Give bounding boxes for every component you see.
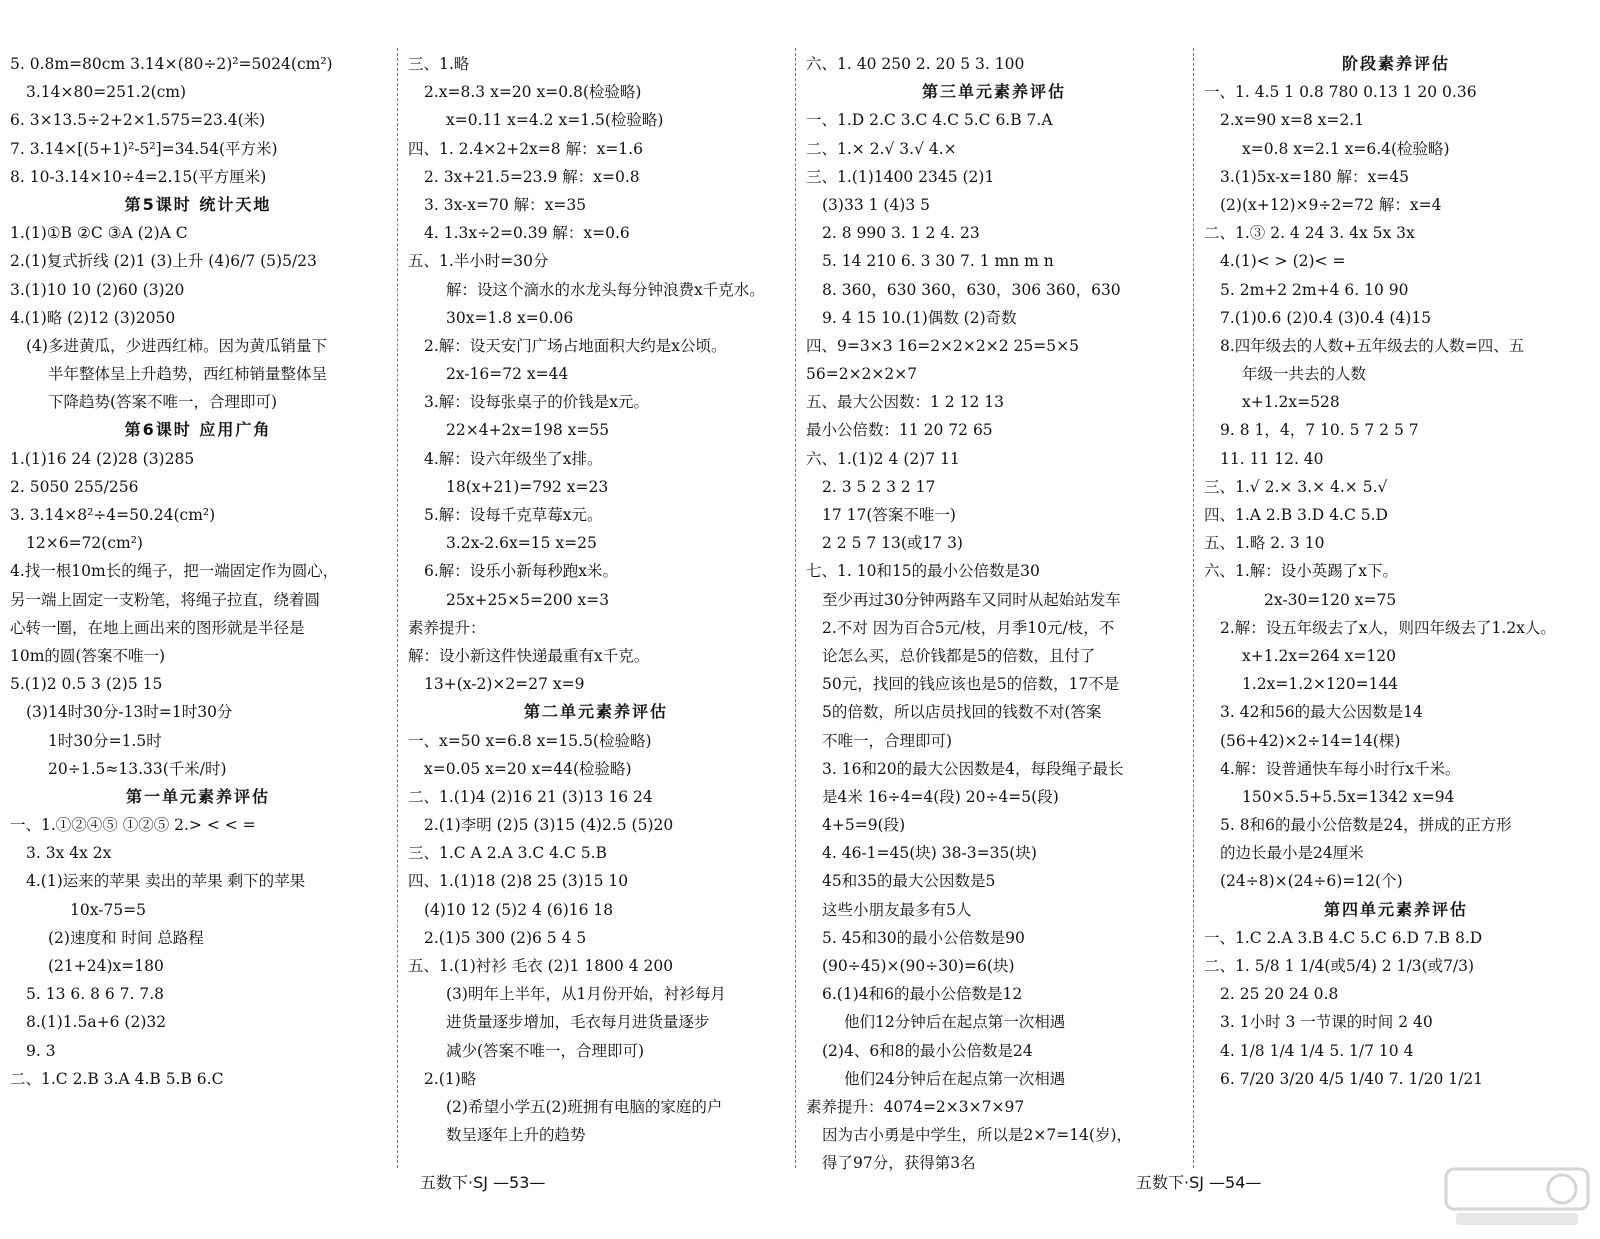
answer-line: 3. 42和56的最大公因数是14 bbox=[1220, 703, 1423, 722]
answer-line: 心转一圈，在地上画出来的图形就是半径是 bbox=[10, 618, 305, 637]
answer-line: 3.2x-2.6x=15 x=25 bbox=[446, 534, 597, 553]
answer-line: 2.(1)5 300 (2)6 5 4 5 bbox=[424, 928, 587, 947]
answer-line: 5. 13 6. 8 6 7. 7.8 bbox=[26, 985, 165, 1004]
answer-line: x+1.2x=528 bbox=[1242, 393, 1340, 412]
page-footer-right: 五数下·SJ —54— bbox=[1136, 1173, 1262, 1192]
answer-line: 三、1.(1)1400 2345 (2)1 bbox=[806, 167, 995, 186]
answer-line: 12×6=72(cm²) bbox=[26, 534, 143, 553]
answer-line: 得了97分，获得第3名 bbox=[822, 1154, 976, 1173]
answer-line: (21+24)x=180 bbox=[48, 957, 164, 975]
answer-line: 一、1.C 2.A 3.B 4.C 5.C 6.D 7.B 8.D bbox=[1204, 928, 1483, 947]
answer-line: 9. 3 bbox=[26, 1041, 56, 1060]
answer-line: 2x-16=72 x=44 bbox=[446, 365, 569, 384]
answer-line: 二、1.× 2.√ 3.√ 4.× bbox=[806, 139, 957, 158]
answer-line: 进货量逐步增加，毛衣每月进货量逐步 bbox=[446, 1013, 710, 1032]
answer-line: 五、1.半小时=30分 bbox=[408, 252, 549, 271]
answer-line: 4. 46-1=45(块) 38-3=35(块) bbox=[822, 844, 1037, 863]
answer-line: 2.不对 因为百合5元/枝，月季10元/枝，不 bbox=[822, 618, 1115, 637]
answer-line: x+1.2x=264 x=120 bbox=[1242, 646, 1396, 665]
answer-line: 2.解：设五年级去了x人，则四年级去了1.2x人。 bbox=[1220, 618, 1556, 637]
answer-line: 七、1. 10和15的最小公倍数是30 bbox=[806, 562, 1040, 581]
answer-line: 25x+25×5=200 x=3 bbox=[446, 590, 610, 609]
answer-line: 3. 3x-x=70 解：x=35 bbox=[424, 195, 587, 214]
answer-line: 3. 3.14×8²÷4=50.24(cm²) bbox=[10, 506, 216, 524]
answer-line: 8. 10-3.14×10÷4=2.15(平方厘米) bbox=[10, 167, 267, 186]
answer-line: 解：设这个滴水的水龙头每分钟浪费x千克水。 bbox=[446, 280, 765, 299]
answer-line: 5的倍数，所以店员找回的钱数不对(答案 bbox=[822, 703, 1102, 722]
answer-line: 13+(x-2)×2=27 x=9 bbox=[424, 675, 585, 694]
answer-line: 45和35的最大公因数是5 bbox=[822, 872, 996, 891]
answer-line: 一、1.D 2.C 3.C 4.C 5.C 6.B 7.A bbox=[806, 111, 1053, 130]
answer-line: 4. 1/8 1/4 1/4 5. 1/7 10 4 bbox=[1220, 1041, 1414, 1060]
answer-line: 三、1.√ 2.× 3.× 4.× 5.√ bbox=[1204, 477, 1388, 496]
answer-line: 3.(1)10 10 (2)60 (3)20 bbox=[10, 280, 185, 299]
answer-line: 四、1.(1)18 (2)8 25 (3)15 10 bbox=[408, 872, 629, 891]
answer-line: (2)(x+12)×9÷2=72 解：x=4 bbox=[1220, 195, 1442, 214]
answer-line: 2.x=90 x=8 x=2.1 bbox=[1220, 111, 1365, 130]
answer-line: 半年整体呈上升趋势，西红柿销量整体呈 bbox=[48, 365, 328, 384]
answer-line: 2. 3x+21.5=23.9 解：x=0.8 bbox=[424, 167, 640, 186]
section-title: 第6课时 应用广角 bbox=[124, 420, 272, 440]
answer-line: 解：设小新这件快递最重有x千克。 bbox=[408, 646, 650, 665]
answer-line: 二、1. 5/8 1 1/4(或5/4) 2 1/3(或7/3) bbox=[1204, 957, 1475, 975]
answer-line: 五、1.(1)衬衫 毛衣 (2)1 1800 4 200 bbox=[408, 957, 674, 975]
answer-line: 2.(1)略 bbox=[424, 1069, 477, 1088]
page-column-2 bbox=[402, 50, 790, 1165]
answer-line: 1.2x=1.2×120=144 bbox=[1242, 675, 1399, 694]
page-column-4 bbox=[1198, 50, 1594, 1165]
answer-line: 2. 25 20 24 0.8 bbox=[1220, 985, 1339, 1004]
answer-line: 4.找一根10m长的绳子，把一端固定作为圆心， bbox=[10, 562, 339, 581]
answer-line: 8.四年级去的人数+五年级去的人数=四、五 bbox=[1220, 336, 1525, 355]
answer-line: 六、1.(1)2 4 (2)7 11 bbox=[806, 449, 960, 468]
answer-line: 一、1. 4.5 1 0.8 780 0.13 1 20 0.36 bbox=[1204, 83, 1477, 102]
answer-line: 至少再过30分钟两路车又同时从起始站发车 bbox=[822, 590, 1121, 609]
answer-line: 2. 5050 255/256 bbox=[10, 477, 139, 496]
answer-line: 这些小朋友最多有5人 bbox=[822, 900, 972, 919]
answer-line: 五、最大公因数：1 2 12 13 bbox=[806, 393, 1004, 412]
answer-line: 论怎么买，总价钱都是5的倍数，且付了 bbox=[822, 646, 1096, 665]
answer-line: 素养提升：4074=2×3×7×97 bbox=[806, 1097, 1025, 1116]
answer-line: 8.(1)1.5a+6 (2)32 bbox=[26, 1013, 167, 1032]
page-column-1 bbox=[4, 50, 392, 1165]
answer-line: 4. 1.3x÷2=0.39 解：x=0.6 bbox=[424, 224, 630, 243]
answer-line: (3)明年上半年，从1月份开始，衬衫每月 bbox=[446, 985, 726, 1004]
answer-line: (2)速度和 时间 总路程 bbox=[48, 928, 204, 947]
answer-line: 4.解：设普通快车每小时行x千米。 bbox=[1220, 759, 1461, 778]
answer-line: 二、1.C 2.B 3.A 4.B 5.B 6.C bbox=[10, 1069, 224, 1088]
answer-line: 因为古小勇是中学生，所以是2×7=14(岁)， bbox=[822, 1126, 1133, 1145]
answer-line: 2 2 5 7 13(或17 3) bbox=[822, 534, 963, 553]
answer-line: 一、x=50 x=6.8 x=15.5(检验略) bbox=[408, 731, 652, 750]
answer-line: 2.x=8.3 x=20 x=0.8(检验略) bbox=[424, 83, 642, 102]
answer-line: 1.(1)16 24 (2)28 (3)285 bbox=[10, 449, 195, 468]
answer-line: 22×4+2x=198 x=55 bbox=[446, 421, 610, 440]
answer-line: 18(x+21)=792 x=23 bbox=[446, 477, 609, 496]
answer-line: 6.解：设乐小新每秒跑x米。 bbox=[424, 562, 619, 581]
answer-line: 56=2×2×2×7 bbox=[806, 365, 918, 384]
section-title: 阶段素养评估 bbox=[1341, 54, 1450, 73]
answer-line: 4+5=9(段) bbox=[822, 816, 906, 835]
answer-line: 2x-30=120 x=75 bbox=[1264, 590, 1397, 609]
answer-line: 二、1.③ 2. 4 24 3. 4x 5x 3x bbox=[1204, 224, 1415, 243]
answer-line: 3.(1)5x-x=180 解：x=45 bbox=[1220, 167, 1410, 186]
answer-line: 6. 3×13.5÷2+2×1.575=23.4(米) bbox=[10, 111, 266, 130]
answer-line: 2.(1)复式折线 (2)1 (3)上升 (4)6/7 (5)5/23 bbox=[10, 252, 317, 271]
section-title: 第四单元素养评估 bbox=[1323, 899, 1468, 919]
answer-line: 3.14×80=251.2(cm) bbox=[26, 83, 187, 102]
answer-line: 20÷1.5≈13.33(千米/时) bbox=[48, 759, 227, 778]
answer-line: (56+42)×2÷14=14(棵) bbox=[1220, 731, 1401, 750]
answer-line: 4.(1)< > (2)< = bbox=[1220, 252, 1346, 271]
answer-line: 4.(1)略 (2)12 (3)2050 bbox=[10, 308, 176, 327]
answer-line: 4.(1)运来的苹果 卖出的苹果 剩下的苹果 bbox=[26, 872, 306, 891]
answer-line: 3. 3x 4x 2x bbox=[26, 844, 112, 863]
answer-line: 下降趋势(答案不唯一，合理即可) bbox=[48, 393, 278, 412]
answer-line: 17 17(答案不唯一) bbox=[822, 506, 956, 524]
answer-line: 5. 14 210 6. 3 30 7. 1 mn m n bbox=[822, 252, 1054, 271]
answer-line: (3)33 1 (4)3 5 bbox=[822, 195, 931, 214]
answer-line: 五、1.略 2. 3 10 bbox=[1204, 534, 1325, 553]
answer-line: 另一端上固定一支粉笔，将绳子拉直，绕着圆 bbox=[10, 590, 321, 609]
answer-line: 50元，找回的钱应该也是5的倍数，17不是 bbox=[822, 675, 1120, 694]
answer-line: 三、1.C A 2.A 3.C 4.C 5.B bbox=[408, 844, 607, 863]
answer-line: 不唯一，合理即可) bbox=[822, 731, 953, 750]
answer-line: 8. 360，630 360，630，306 360，630 bbox=[822, 280, 1121, 299]
answer-line: 6.(1)4和6的最小公倍数是12 bbox=[822, 985, 1023, 1004]
answer-line: 二、1.(1)4 (2)16 21 (3)13 16 24 bbox=[408, 787, 653, 806]
answer-line: 5. 2m+2 2m+4 6. 10 90 bbox=[1220, 280, 1409, 299]
answer-line: 6. 7/20 3/20 4/5 1/40 7. 1/20 1/21 bbox=[1220, 1069, 1484, 1088]
answer-line: 4.解：设六年级坐了x排。 bbox=[424, 449, 603, 468]
answer-line: 一、1.①②④⑤ ①②⑤ 2.> < < = bbox=[10, 816, 256, 835]
answer-line: (90÷45)×(90÷30)=6(块) bbox=[822, 957, 1015, 975]
watermark-logo-icon bbox=[1442, 1163, 1592, 1233]
answer-line: 30x=1.8 x=0.06 bbox=[446, 308, 574, 327]
answer-line: 2.解：设天安门广场占地面积大约是x公顷。 bbox=[424, 336, 727, 355]
section-title: 第5课时 统计天地 bbox=[124, 194, 272, 214]
answer-line: 六、1. 40 250 2. 20 5 3. 100 bbox=[806, 55, 1025, 73]
answer-line: 素养提升： bbox=[408, 618, 486, 637]
answer-line: 5. 8和6的最小公倍数是24，拼成的正方形 bbox=[1220, 816, 1512, 835]
answer-line: 年级一共去的人数 bbox=[1242, 365, 1367, 384]
column-divider bbox=[397, 48, 398, 1168]
answer-line: 7. 3.14×[(5+1)²-5²]=34.54(平方米) bbox=[10, 139, 278, 158]
page-footer-left: 五数下·SJ —53— bbox=[420, 1173, 546, 1192]
answer-line: 他们12分钟后在起点第一次相遇 bbox=[844, 1013, 1066, 1032]
column-divider bbox=[795, 48, 796, 1168]
answer-line: 减少(答案不唯一，合理即可) bbox=[446, 1041, 645, 1060]
answer-line: (4)多进黄瓜，少进西红柿。因为黄瓜销量下 bbox=[26, 336, 327, 355]
answer-line: (4)10 12 (5)2 4 (6)16 18 bbox=[424, 900, 614, 919]
answer-line: 是4米 16÷4=4(段) 20÷4=5(段) bbox=[822, 787, 1059, 806]
section-title: 第一单元素养评估 bbox=[125, 786, 270, 806]
answer-line: 六、1.解：设小英踢了x下。 bbox=[1204, 562, 1399, 581]
answer-line: x=0.05 x=20 x=44(检验略) bbox=[424, 759, 632, 778]
answer-line: 最小公倍数：11 20 72 65 bbox=[806, 421, 993, 440]
answer-line: 7.(1)0.6 (2)0.4 (3)0.4 (4)15 bbox=[1220, 308, 1432, 327]
answer-line: x=0.11 x=4.2 x=1.5(检验略) bbox=[446, 111, 664, 130]
answer-line: 5. 45和30的最小公倍数是90 bbox=[822, 928, 1025, 947]
answer-line: 3.解：设每张桌子的价钱是x元。 bbox=[424, 393, 650, 412]
answer-line: 3. 16和20的最大公因数是4，每段绳子最长 bbox=[822, 759, 1124, 778]
answer-line: 9. 8 1，4，7 10. 5 7 2 5 7 bbox=[1220, 421, 1419, 440]
answer-line: 三、1.略 bbox=[408, 55, 470, 73]
answer-line: 3. 1小时 3 一节课的时间 2 40 bbox=[1220, 1013, 1433, 1032]
answer-line: 10m的圆(答案不唯一) bbox=[10, 646, 166, 665]
answer-line: 数呈逐年上升的趋势 bbox=[446, 1126, 586, 1145]
page-column-3 bbox=[800, 50, 1188, 1173]
answer-line: 1.(1)①B ②C ③A (2)A C bbox=[10, 224, 188, 243]
answer-line: 2.(1)李明 (2)5 (3)15 (4)2.5 (5)20 bbox=[424, 816, 674, 835]
answer-line: 5. 0.8m=80cm 3.14×(80÷2)²=5024(cm²) bbox=[10, 55, 333, 73]
answer-line: 11. 11 12. 40 bbox=[1220, 449, 1324, 468]
answer-line: 的边长最小是24厘米 bbox=[1220, 844, 1364, 863]
answer-line: (2)4、6和8的最小公倍数是24 bbox=[822, 1041, 1033, 1060]
answer-line: 四、1. 2.4×2+2x=8 解：x=1.6 bbox=[408, 139, 643, 158]
section-title: 第三单元素养评估 bbox=[921, 82, 1066, 102]
answer-line: 2. 8 990 3. 1 2 4. 23 bbox=[822, 224, 980, 243]
answer-line: 10x-75=5 bbox=[70, 900, 147, 919]
answer-line: 四、1.A 2.B 3.D 4.C 5.D bbox=[1204, 506, 1388, 524]
column-divider bbox=[1193, 48, 1194, 1168]
answer-line: 150×5.5+5.5x=1342 x=94 bbox=[1242, 787, 1455, 806]
answer-line: 5.(1)2 0.5 3 (2)5 15 bbox=[10, 675, 163, 694]
section-title: 第二单元素养评估 bbox=[523, 702, 668, 722]
answer-line: 9. 4 15 10.(1)偶数 (2)奇数 bbox=[822, 308, 1017, 327]
answer-line: 5.解：设每千克草莓x元。 bbox=[424, 506, 603, 524]
answer-line: x=0.8 x=2.1 x=6.4(检验略) bbox=[1242, 139, 1450, 158]
answer-line: 他们24分钟后在起点第一次相遇 bbox=[844, 1069, 1066, 1088]
answer-line: (2)希望小学五(2)班拥有电脑的家庭的户 bbox=[446, 1097, 723, 1116]
answer-line: 2. 3 5 2 3 2 17 bbox=[822, 477, 936, 496]
answer-line: 四、9=3×3 16=2×2×2×2 25=5×5 bbox=[806, 336, 1079, 355]
answer-line: (24÷8)×(24÷6)=12(个) bbox=[1220, 872, 1403, 891]
answer-line: (3)14时30分-13时=1时30分 bbox=[26, 703, 233, 722]
answer-line: 1时30分=1.5时 bbox=[48, 731, 162, 750]
